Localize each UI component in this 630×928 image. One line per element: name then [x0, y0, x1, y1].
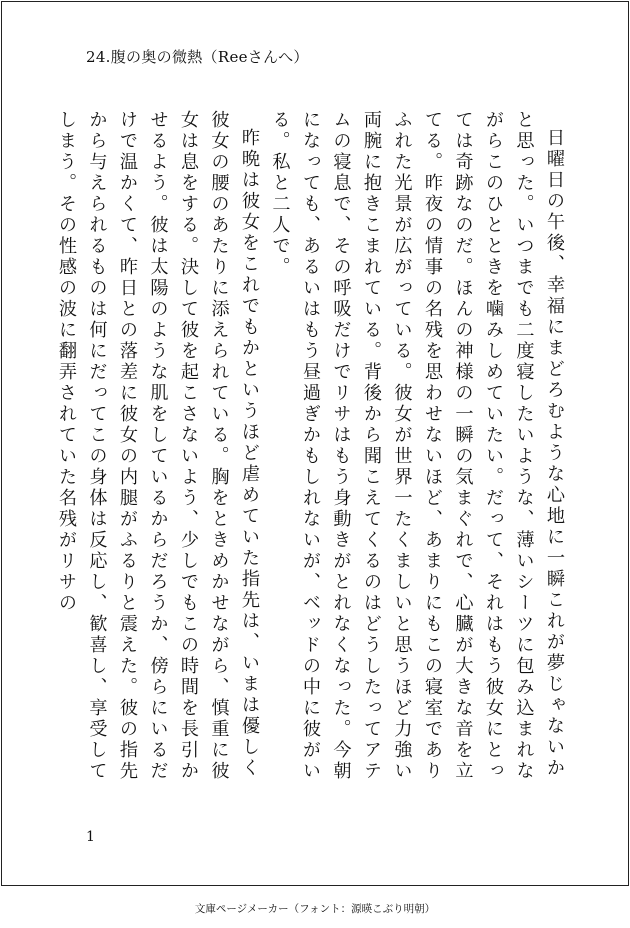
page-number: 1: [86, 829, 95, 845]
paragraph-2: 昨晩は彼女をこれでもかというほど虐めていた指先は、いまは優しく彼女の腰のあたりに添えられている。胸をときめかせながら、慎重に彼女は息をする。決して彼を起こさないよう、少しでもこの時間を長引かせるよう。彼は太陽のような肌をしているからだろうか、傍らにいるだけで温かくて、昨日との落差に彼女の内腿がふるりと震えた。彼の指先から与えられるものは何にだってこの身体は反応し、歓喜し、享受してしまう。その性感の波に翻弄されていた名残がリサの: [56, 110, 260, 782]
book-page: [1, 1, 629, 886]
story-body: [51, 110, 570, 782]
story-title: 24.腹の奥の微熱（Reeさんへ）: [86, 48, 309, 66]
footer-credit: 文庫ページメーカー（フォント：源暎こぶり明朝）: [194, 903, 436, 915]
paragraph-1: 日曜日の午後、幸福にまどろむような心地に一瞬これが夢じゃないかと思った。いつまでも二度寝したいような、薄いシーツに包み込まれながらこのひとときを噛みしめていたい。だって、それはもう彼女にとっては奇跡なのだ。ほんの神様の一瞬の気まぐれで、心臓が大きな音を立てる。昨夜の情事の名残を思わせないほど、あまりにもこの寝室でありふれた光景が広がっている。彼女が世界一たくましいと思うほど力強い両腕に抱きこまれている。背後から聞こえてくるのはどうしたってアテムの寝息で、その呼吸だけでリサはもう身動きがとれなくなった。今朝になっても、あるいはもう昼過ぎかもしれないが、ベッドの中に彼がいる。私と二人で。: [269, 110, 565, 782]
